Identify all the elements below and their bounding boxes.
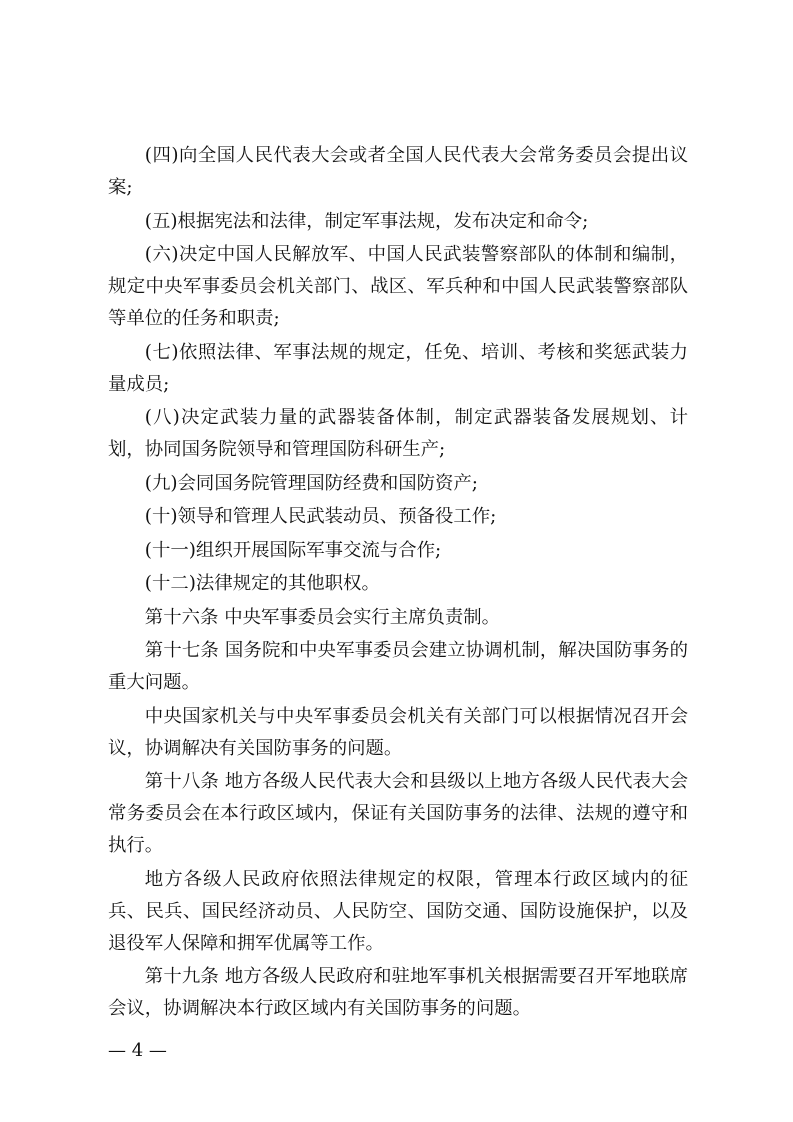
article-18: 第十八条 地方各级人民代表大会和县级以上地方各级人民代表大会常务委员会在本行政区域内，保证有关国防事务的法律、法规的遵守和执行。 (108, 771, 688, 856)
article-18-paragraph-2: 地方各级人民政府依照法律规定的权限，管理本行政区域内的征兵、民兵、国民经济动员、人民防空、国防交通、国防设施保护，以及退役军人保障和拥军优属等工作。 (108, 868, 688, 954)
page-number: — 4 — (108, 1040, 167, 1061)
article-16: 第十六条 中央军事委员会实行主席负责制。 (144, 606, 501, 628)
paragraph-item-9: (九)会同国务院管理国防经费和国防资产; (144, 472, 478, 494)
article-17: 第十七条 国务院和中央军事委员会建立协调机制，解决国防事务的重大问题。 (108, 640, 688, 693)
paragraph-item-5: (五)根据宪法和法律，制定军事法规，发布决定和命令; (144, 210, 589, 232)
paragraph-item-6: (六)决定中国人民解放军、中国人民武装警察部队的体制和编制，规定中央军事委员会机关部门、战区、军兵种和中国人民武装警察部队等单位的任务和职责; (108, 244, 688, 329)
paragraph-item-7: (七)依照法律、军事法规的规定，任免、培训、考核和奖惩武装力量成员; (108, 341, 688, 395)
paragraph-item-8: (八)决定武装力量的武器装备体制，制定武器装备发展规划、计划，协同国务院领导和管理国防科研生产; (108, 407, 688, 460)
document-body (108, 140, 688, 1027)
article-17-paragraph-2: 中央国家机关与中央军事委员会机关有关部门可以根据情况召开会议，协调解决有关国防事务的问题。 (108, 705, 688, 759)
paragraph-item-11: (十一)组织开展国际军事交流与合作; (144, 539, 442, 561)
paragraph-item-12: (十二)法律规定的其他职权。 (144, 573, 380, 594)
paragraph-item-4: (四)向全国人民代表大会或者全国人民代表大会常务委员会提出议案; (108, 145, 688, 198)
article-19: 第十九条 地方各级人民政府和驻地军事机关根据需要召开军地联席会议，协调解决本行政区域内有关国防事务的问题。 (108, 966, 688, 1019)
paragraph-item-10: (十)领导和管理人民武装动员、预备役工作; (144, 506, 497, 527)
